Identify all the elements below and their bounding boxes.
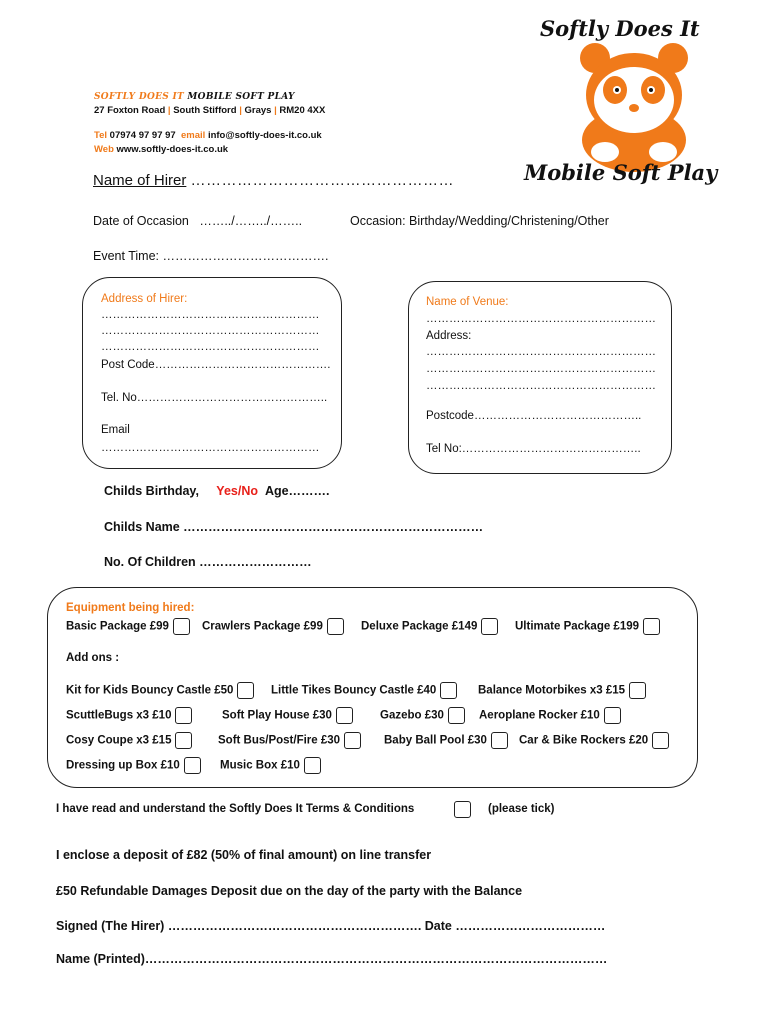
web-label: Web xyxy=(94,144,114,155)
checkbox[interactable] xyxy=(344,732,361,749)
package-label: Basic Package £99 xyxy=(66,620,169,633)
package-label: Ultimate Package £199 xyxy=(515,620,640,633)
checkbox[interactable] xyxy=(491,732,508,749)
yes-no-option[interactable]: Yes/No xyxy=(216,484,258,498)
addon-option[interactable] xyxy=(519,732,669,749)
package-label: Crawlers Package £99 xyxy=(202,620,323,633)
business-address xyxy=(94,105,325,116)
logo-bottom-text: Mobile Soft Play xyxy=(524,160,718,185)
checkbox[interactable] xyxy=(304,757,321,774)
package-option[interactable] xyxy=(202,618,344,635)
hirer-address-line[interactable]: ………………………………………………… xyxy=(101,309,320,321)
addon-label: Balance Motorbikes x3 £15 xyxy=(478,684,626,697)
hirer-address-line[interactable]: ………………………………………………… xyxy=(101,325,320,337)
tel-value: 07974 97 97 97 xyxy=(109,130,176,141)
web-value[interactable]: www.softly-does-it.co.uk xyxy=(116,144,229,155)
checkbox[interactable] xyxy=(237,682,254,699)
name-of-hirer-row xyxy=(93,172,454,189)
childs-birthday-label: Childs Birthday, xyxy=(104,484,199,498)
hirer-address-title: Address of Hirer: xyxy=(101,293,188,305)
hirer-email-field[interactable]: ………………………………………………… xyxy=(101,442,320,454)
checkbox[interactable] xyxy=(652,732,669,749)
email-label: email xyxy=(181,130,206,141)
brand-name-small xyxy=(94,92,295,102)
checkbox[interactable] xyxy=(175,732,192,749)
venue-name-field[interactable]: …………………………………………………… xyxy=(426,313,656,325)
venue-title: Name of Venue: xyxy=(426,296,509,308)
venue-address-label: Address: xyxy=(426,330,472,342)
separator: | xyxy=(239,105,242,116)
age-field[interactable]: Age………. xyxy=(264,484,330,498)
deposit-statement: I enclose a deposit of £82 (50% of final amount) on line transfer xyxy=(56,848,432,862)
hirer-address-box xyxy=(82,277,342,469)
venue-address-line[interactable]: …………………………………………………… xyxy=(426,346,656,358)
addon-label: Kit for Kids Bouncy Castle £50 xyxy=(66,684,234,697)
separator: | xyxy=(274,105,277,116)
panda-logo-icon xyxy=(575,40,693,172)
venue-postcode-field[interactable]: Postcode…………………………………….. xyxy=(426,410,642,422)
address-city: Grays xyxy=(244,105,272,116)
addon-option[interactable] xyxy=(220,757,321,774)
name-of-hirer-label: Name of Hirer xyxy=(93,172,187,189)
checkbox[interactable] xyxy=(643,618,660,635)
package-option[interactable] xyxy=(66,618,190,635)
checkbox[interactable] xyxy=(184,757,201,774)
package-label: Deluxe Package £149 xyxy=(361,620,478,633)
checkbox[interactable] xyxy=(173,618,190,635)
addon-label: Car & Bike Rockers £20 xyxy=(519,734,649,747)
addon-option[interactable] xyxy=(218,732,361,749)
addon-label: Gazebo £30 xyxy=(380,709,444,722)
no-of-children-field[interactable]: No. Of Children ……………………… xyxy=(104,555,312,569)
addon-option[interactable] xyxy=(66,707,192,724)
date-of-occasion-label: Date of Occasion xyxy=(93,214,189,228)
name-of-hirer-field[interactable]: …………………………………………… xyxy=(190,172,455,189)
terms-label: I have read and understand the Softly Does It Terms & Conditions xyxy=(56,803,415,815)
addons-label: Add ons : xyxy=(66,652,120,664)
address-road: 27 Foxton Road xyxy=(94,105,166,116)
event-time-field[interactable]: Event Time: …………………………………. xyxy=(93,249,329,263)
hirer-address-line[interactable]: ………………………………………………… xyxy=(101,341,320,353)
addon-label: Little Tikes Bouncy Castle £40 xyxy=(271,684,437,697)
package-option[interactable] xyxy=(361,618,498,635)
addon-label: ScuttleBugs x3 £10 xyxy=(66,709,172,722)
date-of-occasion-row xyxy=(93,214,302,228)
refundable-deposit-statement: £50 Refundable Damages Deposit due on the day of the party with the Balance xyxy=(56,884,523,898)
checkbox[interactable] xyxy=(448,707,465,724)
hirer-email-label: Email xyxy=(101,424,130,436)
logo-top-text: Softly Does It xyxy=(540,16,700,41)
addon-option[interactable] xyxy=(66,732,192,749)
occasion-type[interactable]: Occasion: Birthday/Wedding/Christening/Other xyxy=(350,214,609,228)
addon-label: Cosy Coupe x3 £15 xyxy=(66,734,172,747)
addon-label: Aeroplane Rocker £10 xyxy=(479,709,600,722)
checkbox[interactable] xyxy=(604,707,621,724)
name-printed-field[interactable]: Name (Printed)………………………………………………………………………………………………… xyxy=(56,952,608,966)
venue-address-line[interactable]: …………………………………………………… xyxy=(426,363,656,375)
tel-label: Tel xyxy=(94,130,108,141)
brand-name-suffix: MOBILE SOFT PLAY xyxy=(187,92,295,102)
venue-tel-field[interactable]: Tel No:……………………………………….. xyxy=(426,443,641,455)
childs-name-field[interactable]: Childs Name ……………………………………………………………… xyxy=(104,520,484,534)
addon-option[interactable] xyxy=(222,707,353,724)
addon-option[interactable] xyxy=(66,757,201,774)
please-tick-label: (please tick) xyxy=(488,803,555,815)
brand-name-orange: SOFTLY DOES IT xyxy=(94,92,184,102)
signed-date-field[interactable]: Signed (The Hirer) ……………………………………………………. Date ……………………………… xyxy=(56,919,606,933)
addon-option[interactable] xyxy=(384,732,508,749)
addon-label: Dressing up Box £10 xyxy=(66,759,180,772)
checkbox[interactable] xyxy=(327,618,344,635)
hirer-tel-field[interactable]: Tel. No………………………………………….. xyxy=(101,392,328,404)
terms-checkbox[interactable] xyxy=(454,801,471,818)
web-line xyxy=(94,144,228,155)
checkbox[interactable] xyxy=(481,618,498,635)
package-option[interactable] xyxy=(515,618,660,635)
checkbox[interactable] xyxy=(629,682,646,699)
date-of-occasion-field[interactable]: ……../……../…….. xyxy=(199,214,303,228)
addon-label: Music Box £10 xyxy=(220,759,300,772)
checkbox[interactable] xyxy=(175,707,192,724)
email-value[interactable]: info@softly-does-it.co.uk xyxy=(207,130,322,141)
childs-birthday-row xyxy=(104,484,330,498)
address-town: South Stifford xyxy=(173,105,237,116)
addon-label: Soft Play House £30 xyxy=(222,709,332,722)
hirer-postcode-field[interactable]: Post Code………………………………………. xyxy=(101,359,331,371)
addon-option[interactable] xyxy=(66,682,254,699)
addon-label: Soft Bus/Post/Fire £30 xyxy=(218,734,341,747)
checkbox[interactable] xyxy=(336,707,353,724)
addon-option[interactable] xyxy=(271,682,457,699)
address-postcode: RM20 4XX xyxy=(279,105,326,116)
addon-option[interactable] xyxy=(478,682,646,699)
terms-row xyxy=(56,803,414,815)
venue-address-line[interactable]: …………………………………………………… xyxy=(426,380,656,392)
equipment-title: Equipment being hired: xyxy=(66,602,195,614)
separator: | xyxy=(167,105,171,116)
addon-option[interactable] xyxy=(479,707,621,724)
addon-option[interactable] xyxy=(380,707,465,724)
addon-label: Baby Ball Pool £30 xyxy=(384,734,487,747)
contact-line xyxy=(94,130,322,141)
checkbox[interactable] xyxy=(440,682,457,699)
